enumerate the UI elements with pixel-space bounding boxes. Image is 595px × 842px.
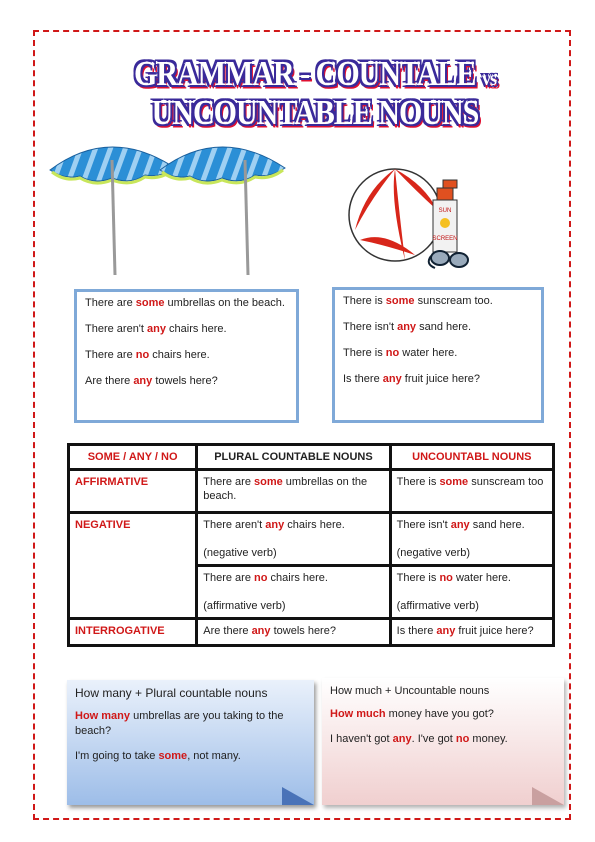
how-many-note: How many + Plural countable nouns How many umbrellas are you taking to the beach? I'm going to take some, not many. (67, 680, 314, 805)
how-much-note: How much + Uncountable nouns How much money have you got? I haven't got any. I've got no money. (322, 678, 564, 805)
goggles (429, 251, 468, 268)
countable-examples-box: There are some umbrellas on the beach. There aren't any chairs here. There are no chairs here. Are there any towels here? (74, 289, 299, 423)
sunscreen-label-2: SCREEN (432, 236, 458, 242)
page-curl (282, 787, 314, 805)
how-much-heading: How much + Uncountable nouns (330, 685, 490, 697)
table-row (70, 620, 552, 644)
table-header-row (70, 446, 552, 468)
table-cell: There isn't any sand here. (negative verb) (392, 514, 552, 564)
sunscreen-label-1: SUN (438, 208, 452, 214)
grammar-table (67, 443, 555, 647)
table-cell: There aren't any chairs here. (negative verb) (198, 514, 388, 564)
row-label-affirmative: AFFIRMATIVE (70, 471, 195, 511)
uncountable-examples-box: There is some sunscream too. There isn't any sand here. There is no water here. Is there any fruit juice here? (332, 287, 544, 423)
page-title: GRAMMAR - COUNTALE vs UNCOUNTABLE NOUNS (134, 54, 496, 132)
beach-umbrellas-image (40, 130, 290, 280)
table-row (70, 471, 552, 511)
row-label-interrogative: INTERROGATIVE (70, 620, 195, 644)
table-cell: Are there any towels here? (198, 620, 388, 644)
table-cell: There is no water here. (affirmative verb) (392, 567, 552, 617)
how-many-heading: How many + Plural countable nouns (75, 686, 268, 700)
sunscreen-bottle (432, 180, 457, 252)
header-some-any-no: SOME / ANY / NO (70, 446, 195, 468)
header-uncountable: UNCOUNTABL NOUNS (392, 446, 552, 468)
table-cell: There are no chairs here. (affirmative verb) (198, 567, 388, 617)
table-cell: Is there any fruit juice here? (392, 620, 552, 644)
page-curl (532, 787, 564, 805)
row-label-negative: NEGATIVE (70, 514, 195, 617)
table-cell: There are some umbrellas on the beach. (198, 471, 388, 511)
beach-ball-sunscreen-image (345, 160, 475, 275)
umbrella-1 (50, 147, 175, 275)
table-cell: There is some sunscream too (392, 471, 552, 511)
table-row (70, 514, 552, 564)
header-plural-countable: PLURAL COUNTABLE NOUNS (198, 446, 388, 468)
umbrella-2 (160, 147, 285, 275)
